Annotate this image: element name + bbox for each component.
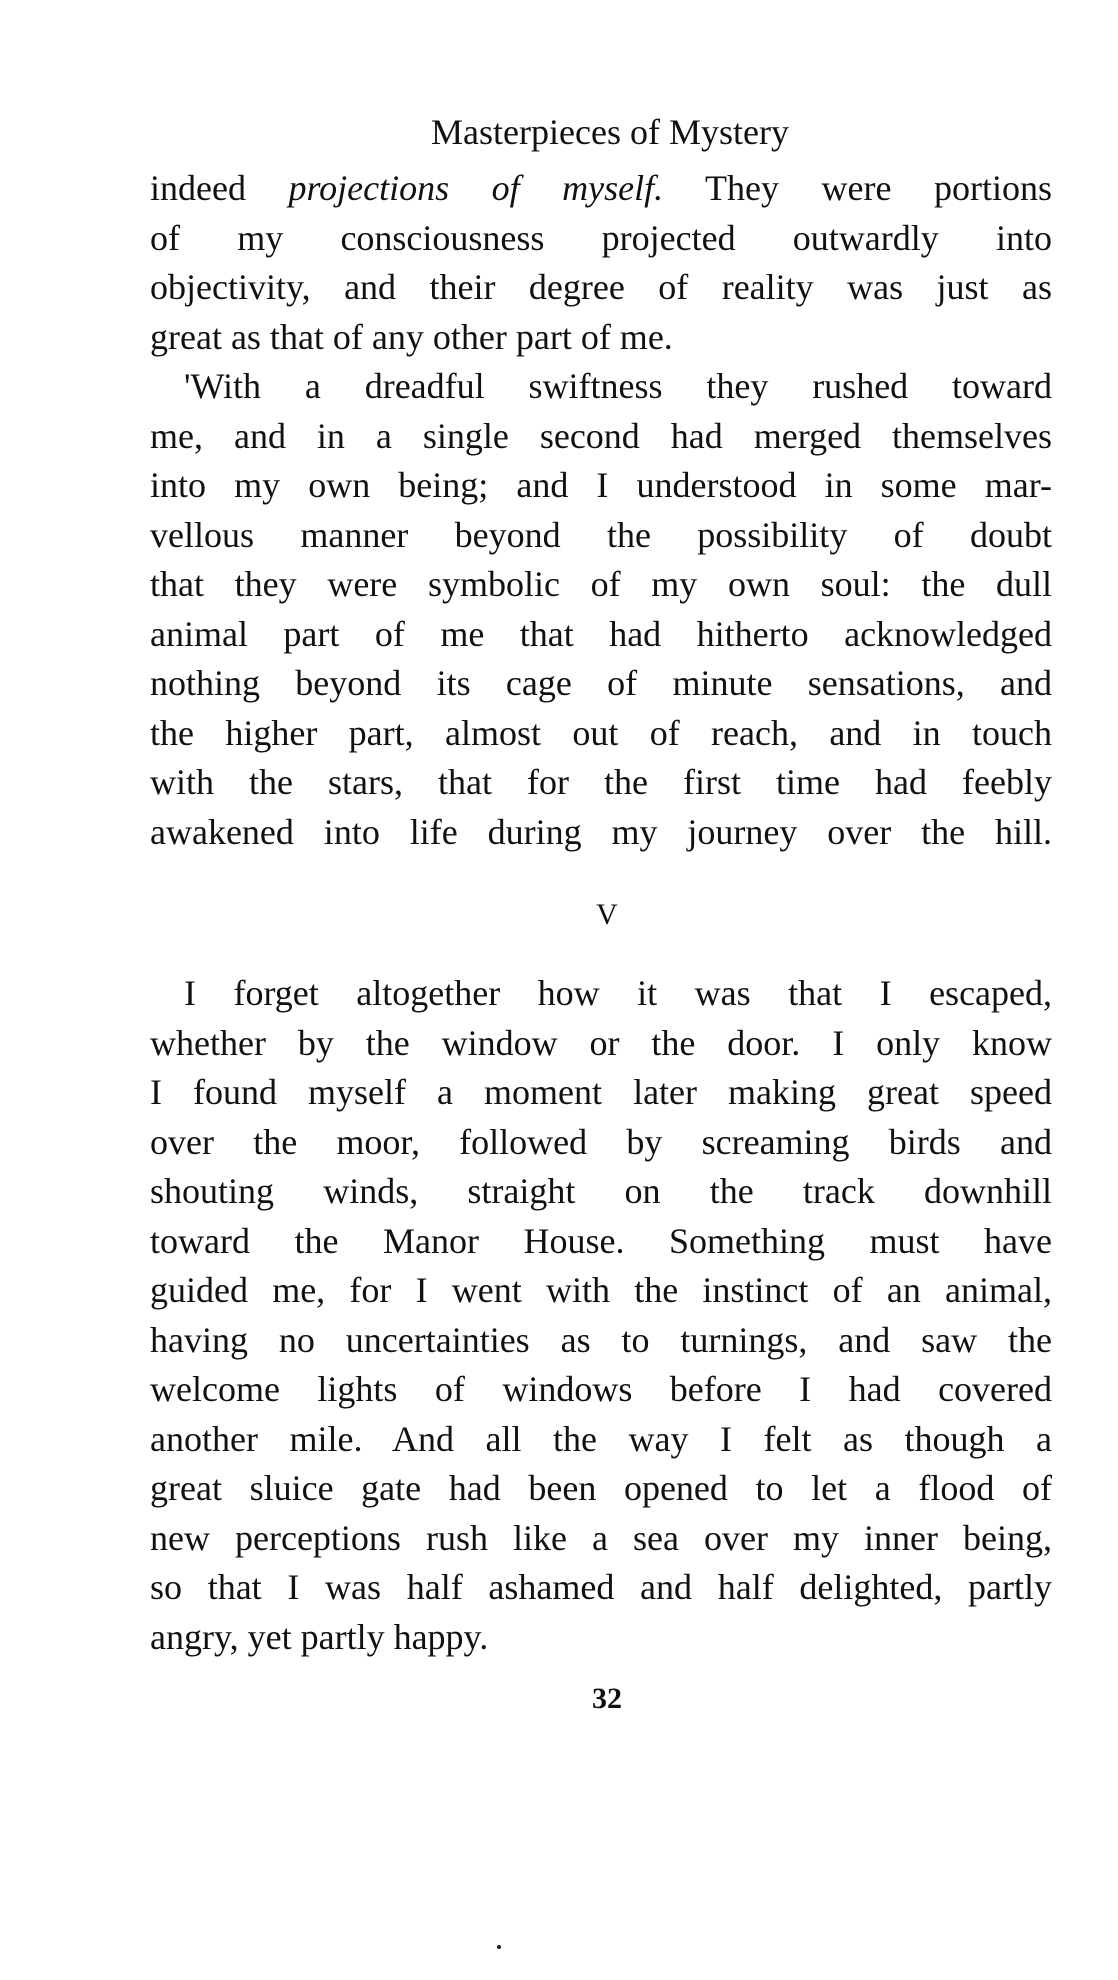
text-line: awakened into life during my journey over the hill. <box>150 811 1052 852</box>
book-page <box>150 110 1052 1716</box>
text-line: 'With a dreadful swiftness they rushed toward <box>184 366 1052 406</box>
page-number: 32 <box>592 1682 622 1715</box>
text-line: me, and in a single second had merged themselves <box>150 415 1052 456</box>
text-line: angry, yet partly happy. <box>150 1616 489 1657</box>
print-speck <box>497 1945 501 1949</box>
text-line: I found myself a moment later making great speed <box>150 1072 1052 1112</box>
text-line: that they were symbolic of my own soul: the dull <box>150 564 1052 604</box>
text-segment: indeed <box>150 168 289 208</box>
text-line: welcome lights of windows before I had covered <box>150 1369 1052 1409</box>
text-line <box>150 164 1052 214</box>
text-line: over the moor, followed by screaming birds and <box>150 1121 1052 1162</box>
text-line: of my consciousness projected outwardly into <box>150 217 1052 258</box>
text-line: shouting winds, straight on the track downhill <box>150 1171 1052 1211</box>
text-line: nothing beyond its cage of minute sensations, and <box>150 663 1052 703</box>
text-line: into my own being; and I understood in some mar- <box>150 465 1052 505</box>
text-line: having no uncertainties as to turnings, and saw the <box>150 1319 1052 1360</box>
text-line: objectivity, and their degree of reality was just as <box>150 267 1052 307</box>
text-line: so that I was half ashamed and half delighted, partly <box>150 1567 1052 1607</box>
text-line: whether by the window or the door. I only know <box>150 1022 1052 1063</box>
text-line: great as that of any other part of me. <box>150 316 673 357</box>
text-line: vellous manner beyond the possibility of doubt <box>150 514 1052 555</box>
text-segment: They were portions <box>663 168 1052 208</box>
text-line: new perceptions rush like a sea over my inner being, <box>150 1517 1052 1558</box>
paragraph-3 <box>150 969 1052 1662</box>
text-line: another mile. And all the way I felt as though a <box>150 1418 1052 1459</box>
text-line: animal part of me that had hitherto acknowledged <box>150 613 1052 654</box>
italic-phrase: projections of myself. <box>288 168 664 208</box>
text-line: I forget altogether how it was that I escaped, <box>184 973 1052 1013</box>
paragraph-1 <box>150 164 1052 362</box>
running-head: Masterpieces of Mystery <box>431 112 789 152</box>
text-line: great sluice gate had been opened to let a flood of <box>150 1468 1052 1508</box>
text-line: the higher part, almost out of reach, and in touch <box>150 712 1052 753</box>
text-line: toward the Manor House. Something must have <box>150 1220 1052 1261</box>
text-line: with the stars, that for the first time had feebly <box>150 762 1052 802</box>
paragraph-2 <box>150 362 1052 857</box>
section-marker: V <box>596 898 618 931</box>
text-line: guided me, for I went with the instinct of an animal, <box>150 1270 1052 1310</box>
